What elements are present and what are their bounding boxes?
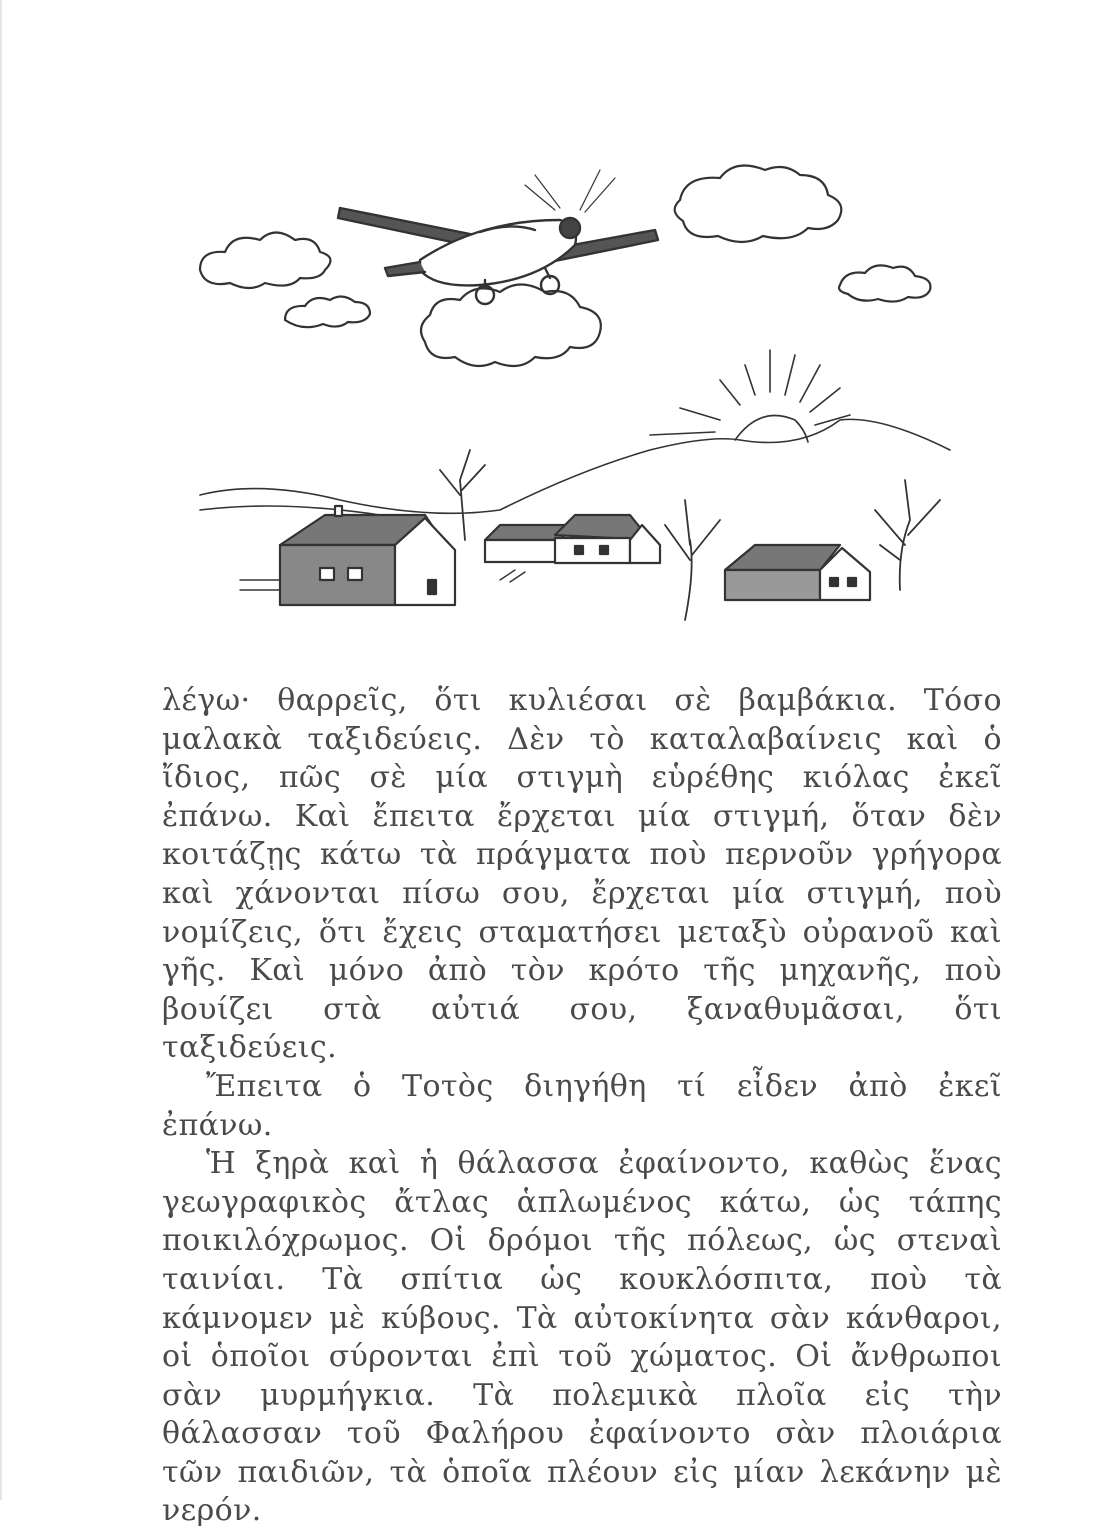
house-icon [485, 515, 660, 563]
house-icon [280, 506, 455, 605]
cloud-icon [675, 166, 842, 243]
cloud-icon [421, 285, 601, 367]
page-edge [0, 0, 2, 1500]
hill-line [200, 419, 950, 513]
airplane-icon [338, 170, 658, 304]
body-text [162, 682, 1002, 1531]
airplane-over-village-icon [180, 150, 960, 630]
house-icon [725, 545, 870, 600]
cloud-icon [839, 265, 930, 301]
cloud-icon [200, 233, 330, 289]
paragraph: Ἡ ξηρὰ καὶ ἡ θάλασσα ἐφαίνοντο, καθὼς ἕνας γεωγραφικὸς ἄτλας ἁπλωμένος κάτω, ὡς τάπης ποικιλόχρωμος. Οἱ δρόμοι τῆς πόλεως, ὡς στεναὶ ταινίαι. Τὰ σπίτια ὡς κουκλόσπιτα, ποὺ τὰ κάμνομεν μὲ κύβους. Τὰ αὐτοκίνητα σὰν κάνθαροι, οἱ ὁποῖοι σύρονται ἐπὶ τοῦ χώματος. Οἱ ἄνθρωποι σὰν μυρμήγκια. Τὰ πολεμικὰ πλοῖα εἰς τὴν θάλασσαν τοῦ Φαλήρου ἐφαίνοντο σὰν πλοιάρια τῶν παιδιῶν, τὰ ὁποῖα πλέουν εἰς μίαν λεκάνην μὲ νερόν. [162, 1146, 1002, 1529]
paragraph: λέγω· θαρρεῖς, ὅτι κυλιέσαι σὲ βαμβάκια. Τόσο μαλακὰ ταξιδεύεις. Δὲν τὸ καταλαβαίνεις καὶ ὁ ἴδιος, πῶς σὲ μία στιγμὴ εὑρέθης κιόλας ἐκεῖ ἐπάνω. Καὶ ἔπειτα ἔρχεται μία στιγμή, ὅταν δὲν κοιτάζῃς κάτω τὰ πράγματα ποὺ περνοῦν γρήγορα καὶ χάνονται πίσω σου, ἔρχεται μία στιγμή, ποὺ νομίζεις, ὅτι ἔχεις σταματήσει μεταξὺ οὐρανοῦ καὶ γῆς. Καὶ μόνο ἀπὸ τὸν κρότο τῆς μηχανῆς, ποὺ βουίζει στὰ αὐτιά σου, ξαναθυμᾶσαι, ὅτι ταξιδεύεις. [162, 683, 1002, 1066]
paragraph: Ἔπειτα ὁ Τοτὸς διηγήθη τί εἶδεν ἀπὸ ἐκεῖ ἐπάνω. [162, 1068, 1002, 1143]
sun-icon [650, 350, 850, 442]
hill-line [200, 506, 380, 515]
cloud-icon [285, 296, 370, 327]
